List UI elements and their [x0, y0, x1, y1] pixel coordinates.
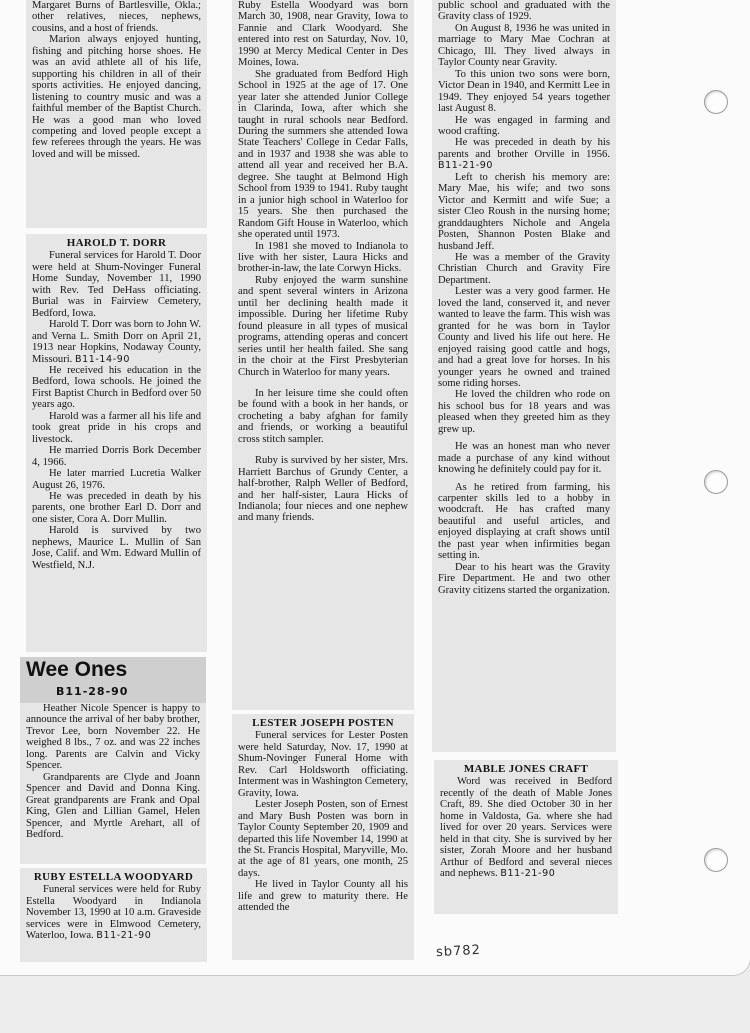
woodyard-paragraph: Funeral services were held for Ruby Estella Woodyard in Indianola November 13, 1990 at 10 a.m. Graveside services were in Elmwood Cemetery, Waterloo, Iowa. B11-21-90: [26, 884, 201, 942]
wee-ones-paragraph: Heather Nicole Spencer is happy to announce the arrival of her baby brother, Trevor Lee, born November 22. He weighed 8 lbs., 7 oz. and was 22 inches long. Parents are Calvin and Vicky Spencer.: [26, 703, 200, 772]
posten-paragraph: He was a member of the Gravity Christian Church and Gravity Fire Department.: [438, 251, 610, 286]
posten-paragraph: He lived in Taylor County all his life and grew to maturity there. He attended the: [238, 879, 408, 914]
posten-heading: LESTER JOSEPH POSTEN: [252, 717, 394, 729]
woodyard-paragraph: Ruby enjoyed the warm sunshine and spent several winters in Arizona until her declining health made it impossible. During her lifetime Ruby found pleasure in all types of musical programs, attending operas and concert series until her health failed. She sang in the choir at the First Presbyterian Church in Waterloo for many years.: [238, 274, 408, 378]
clipping-wee-ones: [20, 657, 206, 864]
marion-hobbies-text: Marion always enjoyed hunting, fishing and pitching horse shoes. He was an avid athlete all of his life, supporting his children in all of their sports activities. He enjoyed dancing, listening to country music and was a faithful member of the Baptist Church. He was a good man who loved competing and loved people except a few referees through the years. He was loved and will be missed.: [32, 34, 201, 160]
wee-ones-title: Wee Ones: [26, 658, 128, 681]
posten-paragraph: On August 8, 1936 he was united in marriage to Mary Mae Cochran at Chicago, Ill. They lived always in Taylor County near Gravity.: [438, 22, 610, 69]
dorr-paragraph: Harold was a farmer all his life and took great pride in his crops and livestock.: [32, 410, 201, 445]
posten-paragraph: He loved the children who rode on his school bus for 18 years and was pleased when they greeted him as they grew up.: [438, 389, 610, 435]
posten-paragraph: To this union two sons were born, Victor Dean in 1940, and Kermitt Lee in 1949. They enjoyed 54 years together last August 8.: [438, 68, 610, 115]
clipping-lester-posten: [232, 714, 414, 960]
clipping-ruby-woodyard-start: [20, 868, 207, 962]
clipping-ruby-woodyard-continued: [232, 0, 414, 710]
clipping-lester-posten-continued: [432, 0, 616, 752]
wee-ones-paragraph: Grandparents are Clyde and Joann Spencer and David and Donna King. Great grandparents are Frank and Opal King, Glen and Lillian Gamel, Helen Spencer, and Myrtle Arehart, all of Bedford.: [26, 771, 200, 840]
posten-paragraph: Lester was a very good farmer. He loved the land, conserved it, and never wanted to leave the farm. This wish was granted for he was born in Taylor County and lived his life out here. He enjoyed raising good cattle and hogs, and had a great love for horses. In his younger years he owned and trained some riding horses.: [438, 286, 610, 389]
posten-paragraph: He was an honest man who never made a purchase of any kind without knowing he definitely could pay for it.: [438, 441, 610, 476]
posten-paragraph: He was preceded in death by his parents and brother Orville in 1956. B11-21-90: [438, 137, 610, 172]
dorr-heading: HAROLD T. DORR: [66, 237, 167, 249]
handwritten-date: B11-21-90: [500, 868, 556, 880]
binder-hole-bottom: [704, 848, 728, 872]
craft-paragraph: Word was received in Bedford recently of the death of Mable Jones Craft, 89. She died October 30 in her home in Valdosta, Ga. where she had lived for over 20 years. Services were held in that city. She is survived by her sister, Zorah Moore and her husband Arthur of Bedford and several nieces and nephews. B11-21-90: [440, 776, 612, 880]
dorr-paragraph: Harold is survived by two nephews, Maurice L. Mullin of San Jose, Calif. and Wm. Edward Mullin of Westfield, N.J.: [32, 525, 201, 571]
woodyard-paragraph: Ruby is survived by her sister, Mrs. Harriett Barchus of Grundy Center, a half-brother, Ralph Weller of Bedford, and her half-sister, Laura Hicks of Indianola; four nieces and one nephew and many friends.: [238, 455, 408, 524]
handwritten-date: B11-21-90: [96, 930, 152, 942]
posten-paragraph: He was engaged in farming and wood crafting.: [438, 114, 610, 137]
woodyard-paragraph: In 1981 she moved to Indianola to live with her sister, Laura Hicks and brother-in-law, the late Corwyn Hicks.: [238, 240, 408, 275]
posten-paragraph: Funeral services for Lester Posten were held Saturday, Nov. 17, 1990 at Shum-Novinger Funeral Home with Rev. Carl Holdsworth officiating. Interment was in Washington Cemetery, Gravity, Iowa.: [238, 730, 408, 799]
binder-hole-top: [704, 90, 728, 114]
posten-paragraph: Left to cherish his memory are: Mary Mae, his wife; and two sons Victor and Kermitt and wife Sue; a sister Cleo Roush in the nursing home; granddaughters Nichole and Angela Posten, Shannon Posten Blake and husband Jeff.: [438, 171, 610, 252]
handwritten-date: B11-14-90: [74, 353, 131, 365]
dorr-paragraph: He was preceded in death by his parents, one brother Earl D. Dorr and one sister, Cora A. Dorr Mullin.: [32, 490, 201, 525]
posten-paragraph: As he retired from farming, his carpenter skills led to a hobby in woodcraft. He has crafted many beautiful and useful articles, and enjoyed displaying at craft shows until the past year when infirmities began setting in.: [438, 481, 610, 562]
posten-paragraph: Lester Joseph Posten, son of Ernest and Mary Bush Posten was born in Taylor County September 20, 1909 and departed this life November 14, 1990 at the St. Francis Hospital, Maryville, Mo. at the age of 81 years, one month, 25 days.: [238, 799, 408, 879]
wee-ones-banner: [20, 657, 206, 703]
binder-hole-middle: [704, 470, 728, 494]
clipping-harold-dorr: [26, 234, 207, 652]
woodyard-paragraph: Ruby Estella Woodyard was born March 30, 1908, near Gravity, Iowa to Fannie and Clark Woodyard. She entered into rest on Saturday, Nov. 10, 1990 at Mercy Medical Center in Des Moines, Iowa.: [238, 0, 408, 69]
handwritten-date: B11-28-90: [56, 685, 129, 698]
craft-heading: MABLE JONES CRAFT: [463, 763, 589, 775]
catalog-mark: sb782: [435, 942, 482, 961]
posten-paragraph: public school and graduated with the Gravity class of 1929.: [438, 0, 610, 23]
dorr-paragraph: He later married Lucretia Walker August 26, 1976.: [32, 468, 201, 491]
marion-survivors-text: Margaret Burns of Bartlesville, Okla.; other relatives, nieces, nephews, cousins, and a host of friends.: [32, 0, 201, 34]
woodyard-heading: RUBY ESTELLA WOODYARD: [33, 871, 194, 883]
handwritten-date: B11-21-90: [438, 160, 494, 172]
dorr-paragraph: He married Dorris Bork December 4, 1966.: [32, 445, 201, 468]
clipping-marion-obituary-end: [26, 0, 207, 228]
dorr-paragraph: Funeral services for Harold T. Door were held at Shum-Novinger Funeral Home Sunday, November 11, 1990 with Rev. Ted DeHass officiating. Burial was in Fairview Cemetery, Bedford, Iowa.: [32, 250, 201, 319]
dorr-paragraph: Harold T. Dorr was born to John W. and Verna L. Smith Dorr on April 21, 1913 near Hopkins, Nodaway County, Missouri. B11-14-90: [32, 319, 201, 365]
dorr-paragraph: He received his education in the Bedford, Iowa schools. He joined the First Baptist Church in Bedford over 50 years ago.: [32, 364, 201, 411]
clipping-mable-jones-craft: [434, 760, 618, 914]
posten-paragraph: Dear to his heart was the Gravity Fire Department. He and two other Gravity citizens started the organization.: [438, 561, 610, 596]
woodyard-paragraph: In her leisure time she could often be found with a book in her hands, or crocheting a baby afghan for family and friends, or working a beautiful cross stitch sampler.: [238, 387, 408, 445]
woodyard-paragraph: She graduated from Bedford High School in 1925 at the age of 17. One year later she attended Junior College in Clarinda, Iowa, after which she taught in rural schools near Bedford. During the summers she attended Iowa State Teachers' College in Cedar Falls, and in 1937 and 1938 she was able to attend all year and received her B.A. degree. She taught at Belmond High School from 1939 to 1941. Ruby taught in a junior high school in Waterloo for 15 years. She then purchased the Random Gift House in Waterloo, which she operated until 1973.: [238, 68, 408, 241]
